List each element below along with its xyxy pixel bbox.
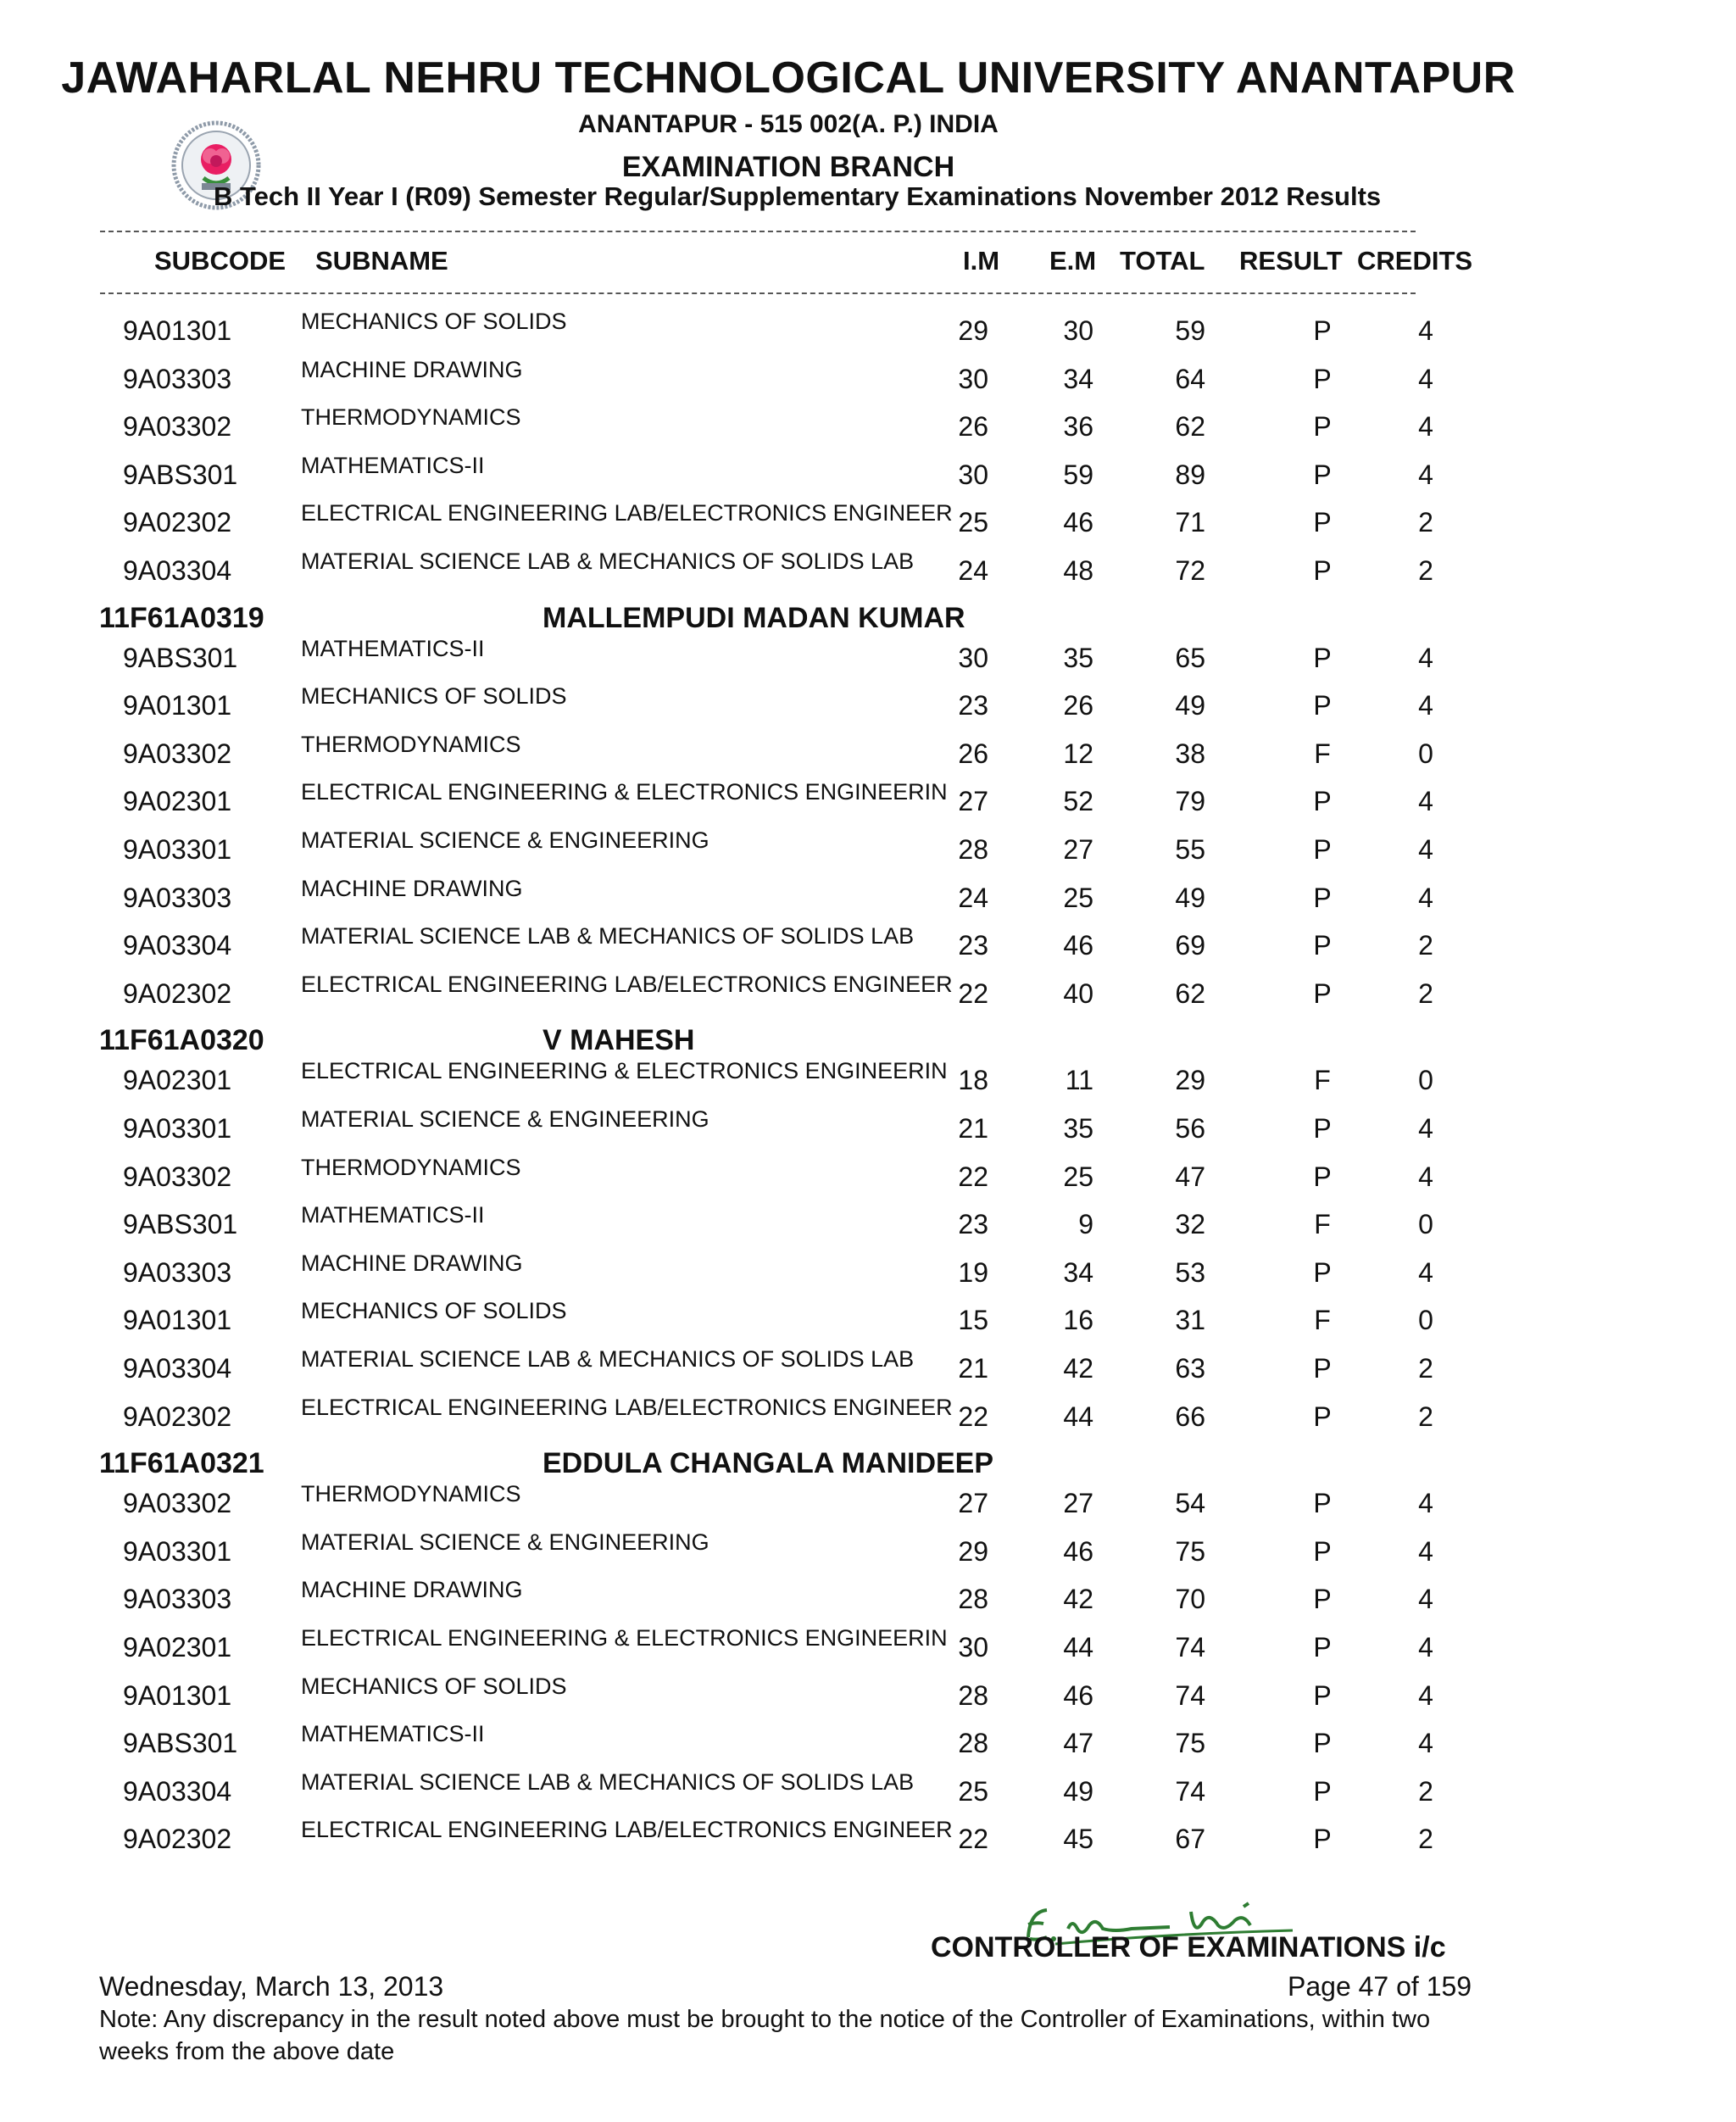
total-marks: 72 — [1175, 555, 1205, 586]
internal-marks: 23 — [958, 930, 988, 961]
credits: 0 — [1418, 1065, 1433, 1095]
external-marks: 35 — [1063, 1113, 1093, 1144]
result: P — [1313, 364, 1332, 394]
credits: 4 — [1418, 1680, 1433, 1711]
subject-name: MATHEMATICS-II — [301, 1721, 485, 1746]
total-marks: 38 — [1175, 738, 1205, 769]
footer-note: Note: Any discrepancy in the result noted above must be brought to the notice of the Controller of Examinations, within two weeks from the above date — [99, 2006, 1431, 2065]
credits: 4 — [1418, 786, 1433, 816]
total-marks: 62 — [1175, 411, 1205, 442]
internal-marks: 26 — [958, 411, 988, 442]
subject-name: MECHANICS OF SOLIDS — [301, 1298, 567, 1323]
table-row — [0, 1817, 1611, 1864]
internal-marks: 30 — [958, 1632, 988, 1663]
subject-code: 9A02301 — [123, 1632, 232, 1663]
subject-code: 9A02302 — [123, 1824, 232, 1854]
student-id: 11F61A0321 — [99, 1447, 264, 1479]
external-marks: 45 — [1063, 1824, 1093, 1854]
external-marks: 35 — [1063, 643, 1093, 673]
total-marks: 74 — [1175, 1680, 1205, 1711]
subject-name: MATERIAL SCIENCE & ENGINEERING — [301, 1106, 709, 1132]
subject-name: ELECTRICAL ENGINEERING LAB/ELECTRONICS ENGINEER — [301, 500, 953, 526]
result: F — [1314, 1209, 1331, 1239]
total-marks: 47 — [1175, 1161, 1205, 1192]
subject-name: THERMODYNAMICS — [301, 1155, 521, 1180]
external-marks: 34 — [1063, 364, 1093, 394]
credits: 4 — [1418, 315, 1433, 346]
subject-code: 9A03303 — [123, 1257, 232, 1288]
subject-name: MACHINE DRAWING — [301, 357, 523, 382]
subject-code: 9A03303 — [123, 883, 232, 913]
external-marks: 26 — [1063, 690, 1093, 721]
external-marks: 9 — [1078, 1209, 1093, 1239]
internal-marks: 18 — [958, 1065, 988, 1095]
result: P — [1313, 1632, 1332, 1663]
subject-name: MACHINE DRAWING — [301, 1577, 523, 1602]
external-marks: 46 — [1063, 507, 1093, 537]
subject-name: MATHEMATICS-II — [301, 453, 485, 478]
result: P — [1313, 1161, 1332, 1192]
external-marks: 11 — [1065, 1065, 1093, 1095]
subject-name: MACHINE DRAWING — [301, 876, 523, 901]
internal-marks: 30 — [958, 459, 988, 490]
subject-name: MECHANICS OF SOLIDS — [301, 1674, 567, 1699]
subject-name: MATERIAL SCIENCE & ENGINEERING — [301, 1529, 709, 1555]
result: P — [1313, 315, 1332, 346]
internal-marks: 19 — [958, 1257, 988, 1288]
column-subname: SUBNAME — [315, 246, 448, 276]
subject-code: 9A03301 — [123, 834, 232, 865]
total-marks: 75 — [1175, 1536, 1205, 1567]
total-marks: 79 — [1175, 786, 1205, 816]
subject-name: ELECTRICAL ENGINEERING LAB/ELECTRONICS ENGINEER — [301, 1817, 953, 1842]
subject-code: 9A02301 — [123, 786, 232, 816]
external-marks: 44 — [1063, 1632, 1093, 1663]
credits: 4 — [1418, 883, 1433, 913]
subject-code: 9A03302 — [123, 1488, 232, 1518]
table-row — [0, 1769, 1611, 1817]
subject-code: 9ABS301 — [123, 643, 238, 673]
credits: 4 — [1418, 364, 1433, 394]
external-marks: 52 — [1063, 786, 1093, 816]
external-marks: 40 — [1063, 978, 1093, 1009]
subject-code: 9A01301 — [123, 1680, 232, 1711]
table-row — [0, 779, 1611, 827]
total-marks: 53 — [1175, 1257, 1205, 1288]
credits: 4 — [1418, 1536, 1433, 1567]
total-marks: 62 — [1175, 978, 1205, 1009]
result: P — [1313, 978, 1332, 1009]
credits: 2 — [1418, 1776, 1433, 1807]
subject-code: 9A03303 — [123, 1584, 232, 1614]
total-marks: 74 — [1175, 1632, 1205, 1663]
credits: 4 — [1418, 1161, 1433, 1192]
result: P — [1313, 930, 1332, 961]
print-date: Wednesday, March 13, 2013 — [99, 1971, 444, 2002]
total-marks: 69 — [1175, 930, 1205, 961]
internal-marks: 30 — [958, 643, 988, 673]
total-marks: 67 — [1175, 1824, 1205, 1854]
divider-top — [100, 231, 1416, 232]
result: P — [1313, 1680, 1332, 1711]
subject-code: 9A03303 — [123, 364, 232, 394]
credits: 4 — [1418, 1488, 1433, 1518]
total-marks: 49 — [1175, 883, 1205, 913]
student-header — [0, 1024, 1611, 1061]
internal-marks: 29 — [958, 315, 988, 346]
credits: 2 — [1418, 507, 1433, 537]
result: P — [1313, 834, 1332, 865]
internal-marks: 30 — [958, 364, 988, 394]
subject-name: MATHEMATICS-II — [301, 636, 485, 661]
external-marks: 12 — [1063, 738, 1093, 769]
column-im: I.M — [963, 246, 1000, 276]
column-subcode: SUBCODE — [154, 246, 287, 276]
table-row — [0, 1395, 1611, 1442]
internal-marks: 27 — [958, 786, 988, 816]
internal-marks: 29 — [958, 1536, 988, 1567]
internal-marks: 26 — [958, 738, 988, 769]
total-marks: 64 — [1175, 364, 1205, 394]
subject-name: ELECTRICAL ENGINEERING & ELECTRONICS ENGINEERIN — [301, 1058, 948, 1083]
subject-name: MECHANICS OF SOLIDS — [301, 683, 567, 709]
internal-marks: 24 — [958, 555, 988, 586]
credits: 4 — [1418, 411, 1433, 442]
subject-name: THERMODYNAMICS — [301, 404, 521, 430]
result: P — [1313, 1536, 1332, 1567]
table-row — [0, 1298, 1611, 1345]
external-marks: 49 — [1063, 1776, 1093, 1807]
subject-code: 9A02301 — [123, 1065, 232, 1095]
credits: 4 — [1418, 1584, 1433, 1614]
result: P — [1313, 1728, 1332, 1758]
credits: 4 — [1418, 1728, 1433, 1758]
total-marks: 63 — [1175, 1353, 1205, 1384]
internal-marks: 28 — [958, 1680, 988, 1711]
subject-name: MATERIAL SCIENCE LAB & MECHANICS OF SOLIDS LAB — [301, 1769, 915, 1795]
credits: 0 — [1418, 738, 1433, 769]
subject-name: ELECTRICAL ENGINEERING LAB/ELECTRONICS ENGINEER — [301, 1395, 953, 1420]
result: F — [1314, 738, 1331, 769]
table-row — [0, 1721, 1611, 1768]
external-marks: 34 — [1063, 1257, 1093, 1288]
subject-code: 9A03302 — [123, 411, 232, 442]
external-marks: 27 — [1063, 1488, 1093, 1518]
external-marks: 30 — [1063, 315, 1093, 346]
table-row — [0, 683, 1611, 731]
total-marks: 56 — [1175, 1113, 1205, 1144]
internal-marks: 23 — [958, 690, 988, 721]
total-marks: 55 — [1175, 834, 1205, 865]
table-row — [0, 1674, 1611, 1721]
subject-code: 9A03304 — [123, 1776, 232, 1807]
credits: 2 — [1418, 1824, 1433, 1854]
external-marks: 59 — [1063, 459, 1093, 490]
total-marks: 54 — [1175, 1488, 1205, 1518]
total-marks: 71 — [1175, 507, 1205, 537]
subject-code: 9ABS301 — [123, 1209, 238, 1239]
credits: 0 — [1418, 1305, 1433, 1335]
subject-name: ELECTRICAL ENGINEERING & ELECTRONICS ENGINEERIN — [301, 1625, 948, 1651]
external-marks: 42 — [1063, 1584, 1093, 1614]
total-marks: 49 — [1175, 690, 1205, 721]
result: P — [1313, 507, 1332, 537]
internal-marks: 28 — [958, 1584, 988, 1614]
subject-code: 9A03302 — [123, 1161, 232, 1192]
external-marks: 48 — [1063, 555, 1093, 586]
result: P — [1313, 786, 1332, 816]
credits: 2 — [1418, 930, 1433, 961]
credits: 2 — [1418, 555, 1433, 586]
total-marks: 70 — [1175, 1584, 1205, 1614]
subject-name: MATERIAL SCIENCE LAB & MECHANICS OF SOLIDS LAB — [301, 923, 915, 949]
subject-code: 9A02302 — [123, 507, 232, 537]
student-name: EDDULA CHANGALA MANIDEEP — [542, 1447, 994, 1479]
table-row — [0, 1346, 1611, 1394]
credits: 4 — [1418, 1113, 1433, 1144]
result: P — [1313, 1353, 1332, 1384]
result: P — [1313, 690, 1332, 721]
table-row — [0, 549, 1611, 596]
credits: 4 — [1418, 643, 1433, 673]
table-row — [0, 732, 1611, 779]
internal-marks: 27 — [958, 1488, 988, 1518]
result: P — [1313, 1824, 1332, 1854]
column-result: RESULT — [1239, 246, 1343, 276]
table-row — [0, 1481, 1611, 1529]
table-row — [0, 1058, 1611, 1106]
table-row — [0, 876, 1611, 923]
credits: 2 — [1418, 1353, 1433, 1384]
table-row — [0, 636, 1611, 683]
total-marks: 75 — [1175, 1728, 1205, 1758]
internal-marks: 15 — [958, 1305, 988, 1335]
table-row — [0, 827, 1611, 875]
subject-name: ELECTRICAL ENGINEERING & ELECTRONICS ENGINEERIN — [301, 779, 948, 805]
column-em: E.M — [1049, 246, 1097, 276]
table-row — [0, 1106, 1611, 1154]
table-row — [0, 500, 1611, 548]
student-id: 11F61A0320 — [99, 1024, 264, 1056]
credits: 4 — [1418, 834, 1433, 865]
result: P — [1313, 1488, 1332, 1518]
student-name: V MAHESH — [542, 1024, 695, 1056]
subject-code: 9ABS301 — [123, 459, 238, 490]
table-row — [0, 972, 1611, 1019]
subject-name: ELECTRICAL ENGINEERING LAB/ELECTRONICS ENGINEER — [301, 972, 953, 997]
subject-code: 9A03301 — [123, 1113, 232, 1144]
student-header — [0, 1447, 1611, 1484]
external-marks: 46 — [1063, 1536, 1093, 1567]
result: P — [1313, 459, 1332, 490]
internal-marks: 21 — [958, 1113, 988, 1144]
total-marks: 31 — [1175, 1305, 1205, 1335]
subject-code: 9A02302 — [123, 1401, 232, 1432]
result: P — [1313, 1584, 1332, 1614]
divider-header — [100, 292, 1416, 294]
external-marks: 44 — [1063, 1401, 1093, 1432]
result: P — [1313, 411, 1332, 442]
table-row — [0, 1250, 1611, 1298]
table-row — [0, 453, 1611, 500]
subject-code: 9ABS301 — [123, 1728, 238, 1758]
credits: 4 — [1418, 1257, 1433, 1288]
subject-name: MATERIAL SCIENCE LAB & MECHANICS OF SOLIDS LAB — [301, 1346, 915, 1372]
credits: 2 — [1418, 978, 1433, 1009]
subject-code: 9A03301 — [123, 1536, 232, 1567]
internal-marks: 28 — [958, 1728, 988, 1758]
student-name: MALLEMPUDI MADAN KUMAR — [542, 602, 965, 634]
result: P — [1313, 1776, 1332, 1807]
result: P — [1313, 555, 1332, 586]
external-marks: 16 — [1063, 1305, 1093, 1335]
credits: 4 — [1418, 690, 1433, 721]
subject-name: THERMODYNAMICS — [301, 1481, 521, 1507]
subject-name: MECHANICS OF SOLIDS — [301, 309, 567, 334]
university-address: ANANTAPUR - 515 002(A. P.) INDIA — [578, 110, 999, 138]
subject-code: 9A03304 — [123, 555, 232, 586]
result: F — [1314, 1065, 1331, 1095]
internal-marks: 22 — [958, 1824, 988, 1854]
external-marks: 47 — [1063, 1728, 1093, 1758]
table-row — [0, 357, 1611, 404]
subject-name: MATERIAL SCIENCE & ENGINEERING — [301, 827, 709, 853]
result: P — [1313, 1113, 1332, 1144]
table-row — [0, 1625, 1611, 1673]
credits: 4 — [1418, 1632, 1433, 1663]
internal-marks: 21 — [958, 1353, 988, 1384]
result: P — [1313, 643, 1332, 673]
table-row — [0, 1155, 1611, 1202]
university-title: JAWAHARLAL NEHRU TECHNOLOGICAL UNIVERSITY ANANTAPUR — [61, 53, 1516, 103]
credits: 0 — [1418, 1209, 1433, 1239]
student-header — [0, 602, 1611, 639]
subject-code: 9A01301 — [123, 690, 232, 721]
subject-code: 9A01301 — [123, 1305, 232, 1335]
internal-marks: 25 — [958, 1776, 988, 1807]
subject-code: 9A03304 — [123, 1353, 232, 1384]
total-marks: 74 — [1175, 1776, 1205, 1807]
column-total: TOTAL — [1120, 246, 1205, 276]
result: P — [1313, 1401, 1332, 1432]
external-marks: 27 — [1063, 834, 1093, 865]
table-row — [0, 923, 1611, 971]
table-row — [0, 1202, 1611, 1250]
subject-code: 9A03304 — [123, 930, 232, 961]
total-marks: 66 — [1175, 1401, 1205, 1432]
result: F — [1314, 1305, 1331, 1335]
internal-marks: 22 — [958, 1161, 988, 1192]
subject-name: MACHINE DRAWING — [301, 1250, 523, 1276]
external-marks: 36 — [1063, 411, 1093, 442]
total-marks: 32 — [1175, 1209, 1205, 1239]
internal-marks: 24 — [958, 883, 988, 913]
internal-marks: 22 — [958, 1401, 988, 1432]
subject-name: MATHEMATICS-II — [301, 1202, 485, 1228]
external-marks: 46 — [1063, 930, 1093, 961]
subject-name: THERMODYNAMICS — [301, 732, 521, 757]
total-marks: 89 — [1175, 459, 1205, 490]
controller-title: CONTROLLER OF EXAMINATIONS i/c — [931, 1931, 1446, 1963]
result: P — [1313, 1257, 1332, 1288]
external-marks: 46 — [1063, 1680, 1093, 1711]
subject-code: 9A01301 — [123, 315, 232, 346]
total-marks: 59 — [1175, 315, 1205, 346]
external-marks: 42 — [1063, 1353, 1093, 1384]
internal-marks: 28 — [958, 834, 988, 865]
table-row — [0, 1577, 1611, 1624]
table-row — [0, 404, 1611, 452]
result: P — [1313, 883, 1332, 913]
column-credits: CREDITS — [1357, 246, 1473, 276]
external-marks: 25 — [1063, 1161, 1093, 1192]
table-row — [0, 309, 1611, 356]
branch-title: EXAMINATION BRANCH — [621, 151, 955, 183]
page-number: Page 47 of 159 — [1288, 1971, 1472, 2002]
table-row — [0, 1529, 1611, 1577]
external-marks: 25 — [1063, 883, 1093, 913]
internal-marks: 25 — [958, 507, 988, 537]
total-marks: 29 — [1175, 1065, 1205, 1095]
student-id: 11F61A0319 — [99, 602, 264, 634]
credits: 4 — [1418, 459, 1433, 490]
subject-code: 9A03302 — [123, 738, 232, 769]
internal-marks: 22 — [958, 978, 988, 1009]
internal-marks: 23 — [958, 1209, 988, 1239]
credits: 2 — [1418, 1401, 1433, 1432]
subject-code: 9A02302 — [123, 978, 232, 1009]
subject-name: MATERIAL SCIENCE LAB & MECHANICS OF SOLIDS LAB — [301, 549, 915, 574]
total-marks: 65 — [1175, 643, 1205, 673]
exam-title: B Tech II Year I (R09) Semester Regular/Supplementary Examinations November 2012 Results — [214, 181, 1382, 211]
